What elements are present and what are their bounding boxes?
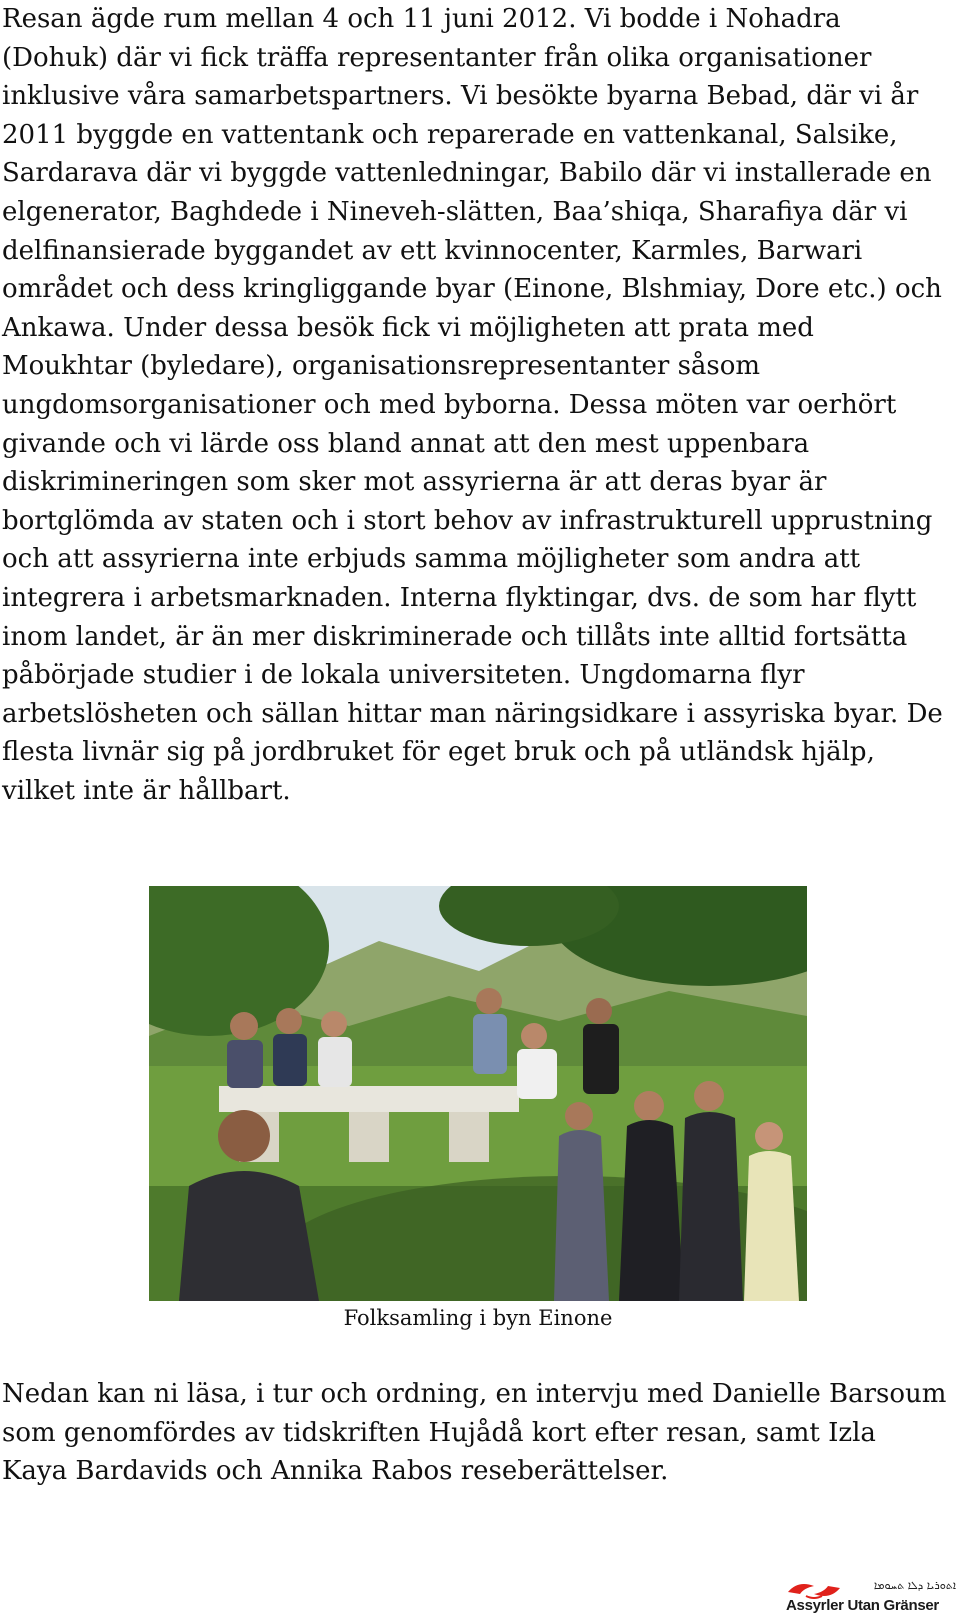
organization-logo bbox=[786, 1578, 958, 1616]
photo-caption: Folksamling i byn Einone bbox=[343, 1306, 613, 1330]
group-photo-icon bbox=[149, 886, 807, 1301]
body-paragraph: Resan ägde rum mellan 4 och 11 juni 2012. Vi bodde i Nohadra (Dohuk) där vi fick träffa representanter från olika organisationer inklusive våra samarbetspartners. Vi besökte byarna Bebad, där vi år 2011 byggde en vattentank och reparerade en vattenkanal, Salsike, Sardarava där vi byggde vattenledningar, Babilo där vi installerade en elgenerator, Baghdede i Nineveh-slätten, Baa’shiqa, Sharafiya där vi delfinansierade byggandet av ett kvinnocenter, Karmles, Barwari området och dess kringliggande byar (Einone, Blshmiay, Dore etc.) och Ankawa. Under dessa besök fick vi möjligheten att prata med Moukhtar (byledare), organisationsrepresentanter såsom ungdomsorganisationer och med byborna. Dessa möten var oerhört givande och vi lärde oss bland annat att den mest uppenbara diskrimineringen som sker mot assyrierna är att deras byar är bortglömda av staten och i stort behov av infrastrukturell upprustning och att assyrierna inte erbjuds samma möjligheter som andra att integrera i arbetsmarknaden. Interna flyktingar, dvs. de som har flytt inom landet, är än mer diskriminerade och tillåts inte alltid fortsätta påbörjade studier i de lokala universiteten. Ungdomarna flyr arbetslösheten och sällan hittar man näringsidkare i assyriska byar. De flesta livnär sig på jordbruket för eget bruk och på utländsk hjälp, vilket inte är hållbart. bbox=[2, 4, 943, 806]
group-photo bbox=[149, 886, 807, 1301]
closing-paragraph: Nedan kan ni läsa, i tur och ordning, en intervju med Danielle Barsoum som genomfördes av tidskriften Hujådå kort efter resan, samt Izla Kaya Bardavids och Annika Rabos reseberättelser. bbox=[2, 1379, 947, 1487]
logo-syriac-text: ܐܬܘܪܝܐ ܕܠܐ ܬܚܘܡܐ bbox=[873, 1579, 956, 1592]
logo-name: Assyrler Utan Gränser bbox=[786, 1597, 939, 1614]
